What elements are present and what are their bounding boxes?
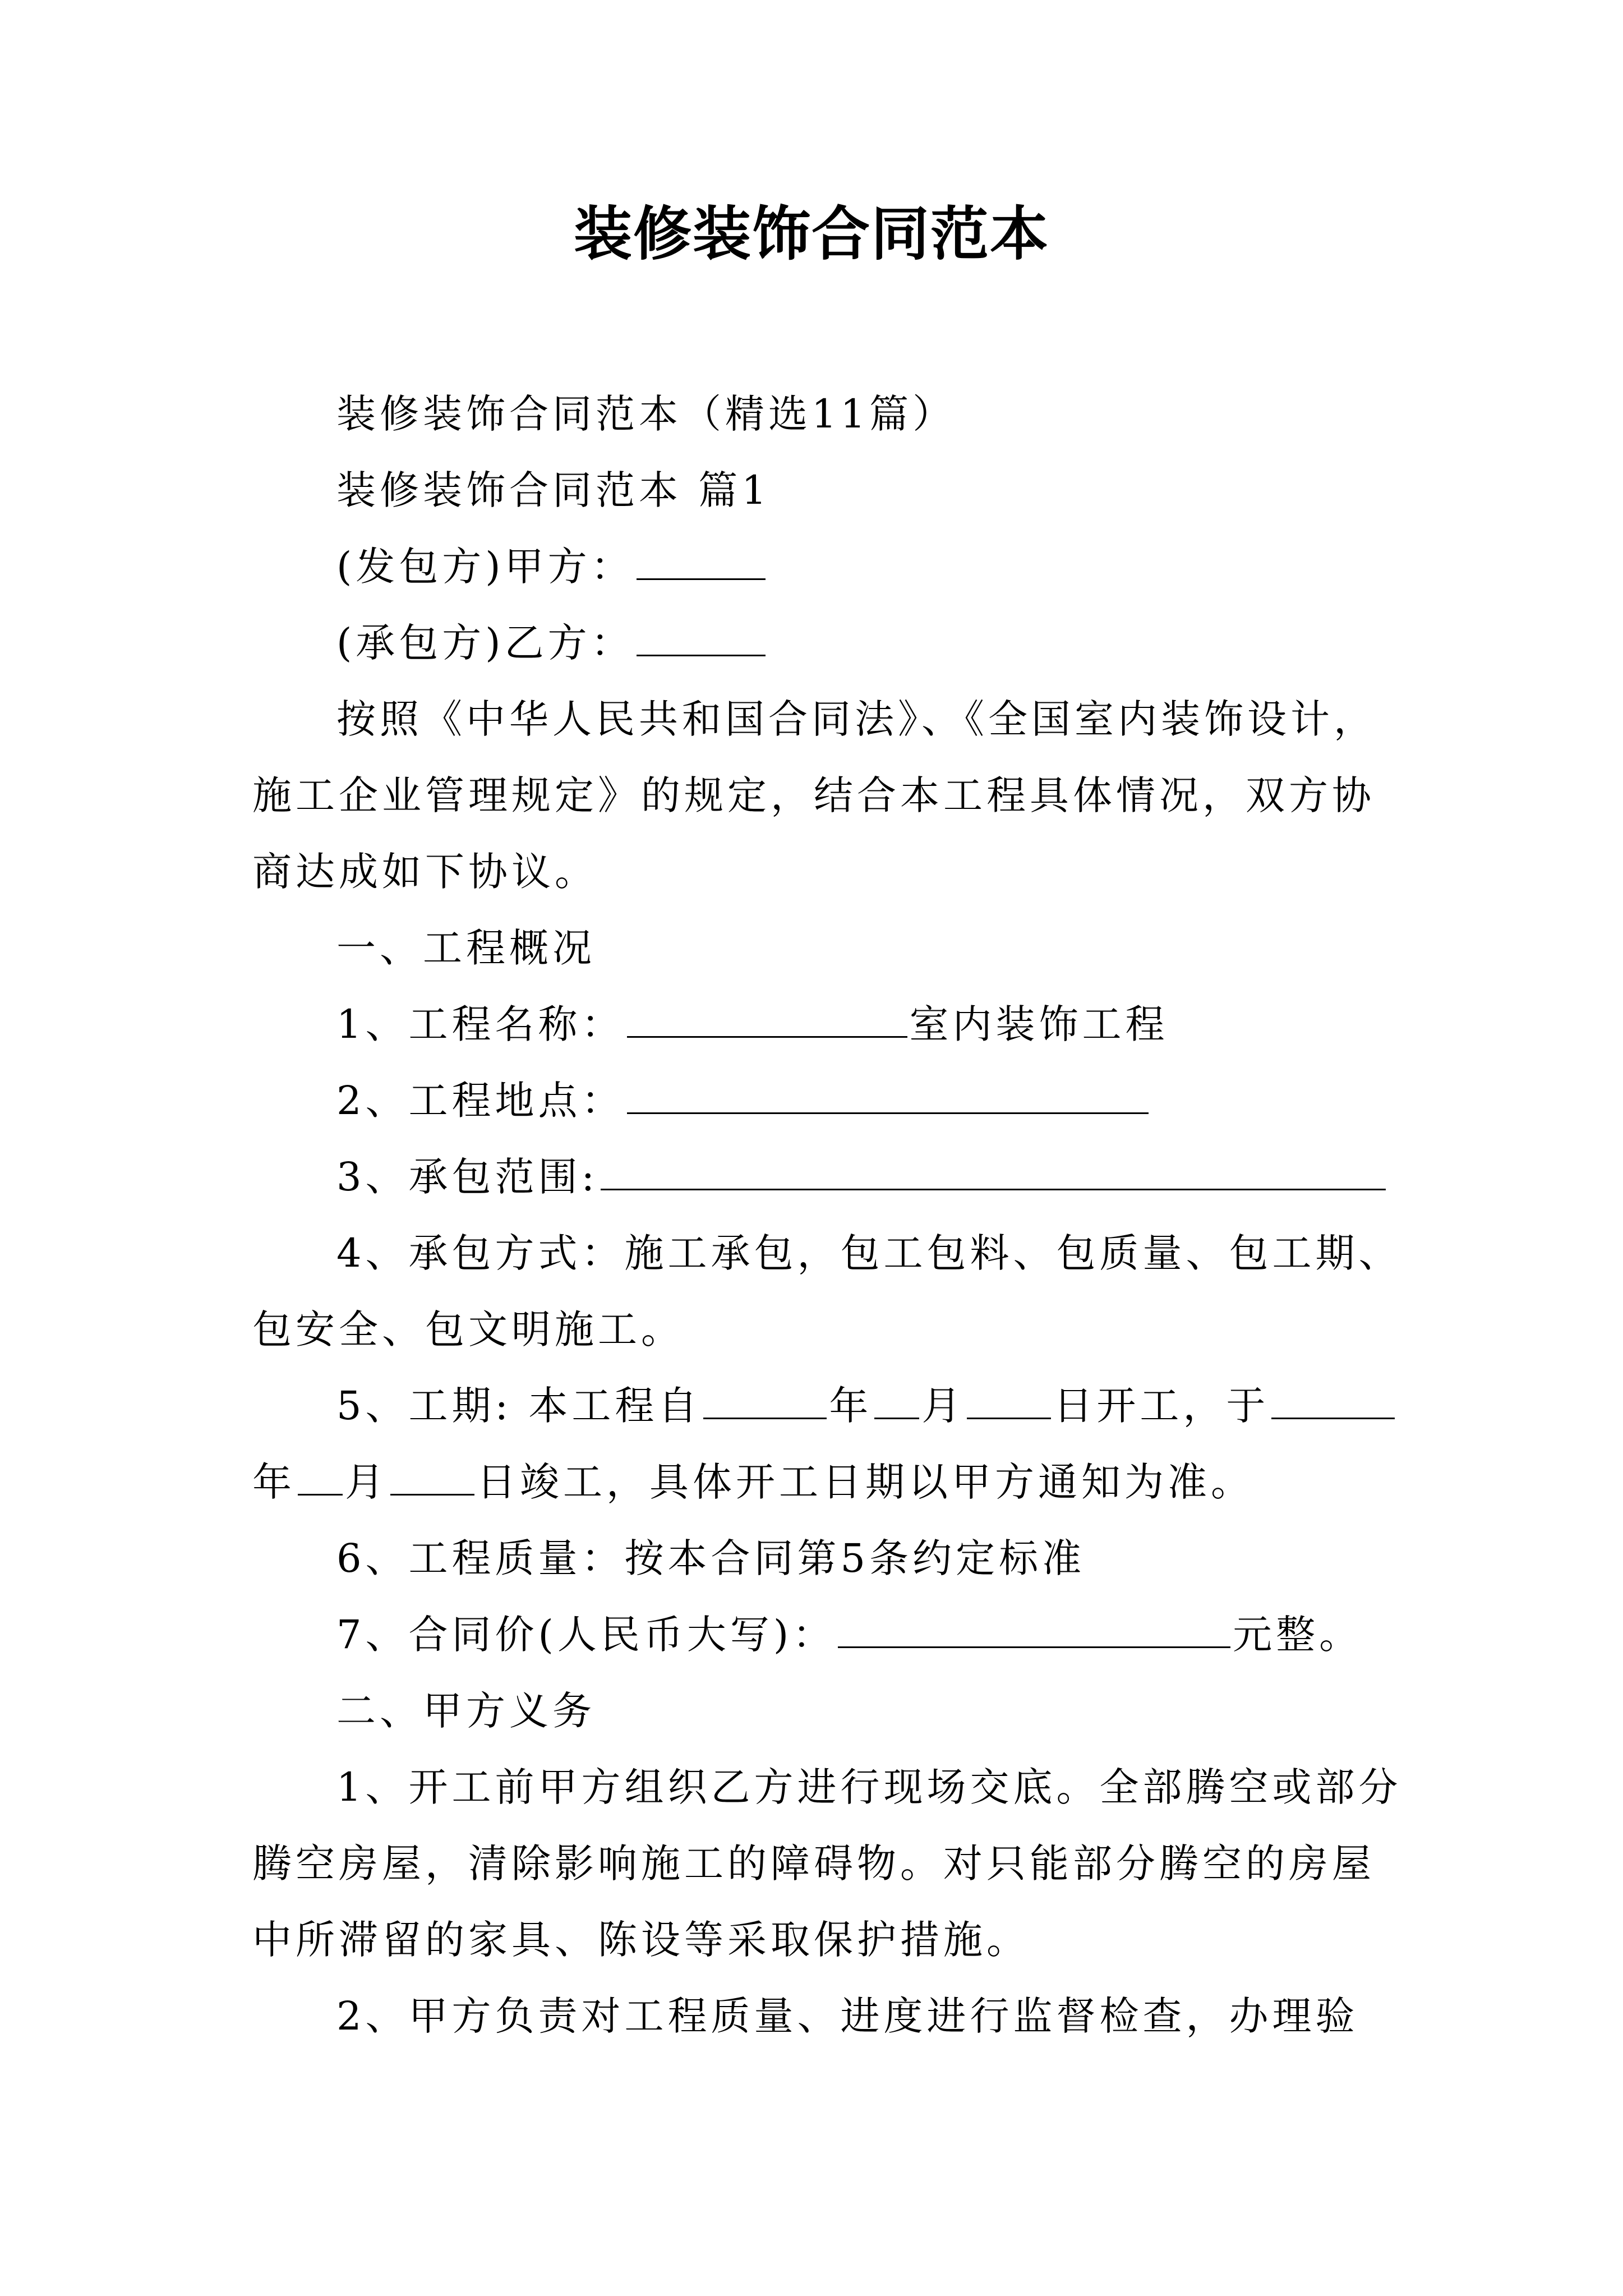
item3-label: 3、承包范围:: [336, 1154, 599, 1200]
end-year-unit: 年: [252, 1459, 296, 1505]
start-day-blank: [967, 1385, 1051, 1419]
item1-suffix: 室内装饰工程: [909, 1001, 1169, 1047]
item-duration: [252, 1368, 1402, 1520]
item-scope: [252, 1139, 1402, 1215]
scope-blank: [601, 1156, 1386, 1190]
item5-prefix: 5、工期: 本工程自: [336, 1383, 702, 1429]
item-project-name: [252, 986, 1402, 1062]
end-month-unit: 月: [345, 1459, 388, 1505]
start-month-unit: 月: [921, 1383, 965, 1429]
document-title: 装修装饰合同范本: [573, 200, 1049, 268]
item-quality: 6、工程质量：按本合同第5条约定标准: [336, 1535, 1086, 1581]
price-blank: [838, 1614, 1230, 1648]
item5-end: 日竣工，具体开工日期以甲方通知为准。: [477, 1459, 1254, 1505]
party-b-label: (承包方)乙方：: [336, 620, 634, 666]
section-heading: 装修装饰合同范本 篇1: [336, 467, 771, 513]
party-a-label: (发包方)甲方：: [336, 544, 634, 590]
item-contract-mode: 4、承包方式：施工承包，包工包料、包质量、包工期、包安全、包文明施工。: [252, 1230, 1402, 1352]
document-body: [252, 376, 1402, 2054]
party-b-line: [252, 605, 1402, 681]
project-name-blank: [627, 1004, 907, 1038]
project-site-blank: [627, 1080, 1149, 1114]
item5-start: 日开工，于: [1053, 1383, 1270, 1429]
item1-label: 1、工程名称：: [336, 1001, 625, 1047]
part1-heading: 一、工程概况: [336, 925, 596, 971]
start-year-unit: 年: [829, 1383, 873, 1429]
end-month-blank: [298, 1461, 343, 1496]
party-b-blank: [637, 622, 766, 656]
party-a-line: [252, 528, 1402, 605]
preamble: 按照《中华人民共和国合同法》、《全国室内装饰设计，施工企业管理规定》的规定，结合本工程具体情况，双方协商达成如下协议。: [252, 696, 1377, 895]
duty-1: 1、开工前甲方组织乙方进行现场交底。全部腾空或部分腾空房屋，清除影响施工的障碍物。对只能部分腾空的房屋中所滞留的家具、陈设等采取保护措施。: [252, 1764, 1402, 1963]
item-project-site: [252, 1062, 1402, 1139]
item7-suffix: 元整。: [1233, 1612, 1363, 1658]
item-price: [252, 1596, 1402, 1673]
end-year-blank: [1271, 1385, 1395, 1419]
start-year-blank: [703, 1385, 827, 1419]
part2-heading: 二、甲方义务: [336, 1688, 596, 1734]
end-day-blank: [390, 1461, 474, 1496]
item2-label: 2、工程地点：: [336, 1078, 625, 1124]
duty-2: 2、甲方负责对工程质量、进度进行监督检查，办理验: [336, 1993, 1359, 2039]
subtitle: 装修装饰合同范本（精选11篇）: [336, 391, 956, 437]
party-a-blank: [637, 546, 766, 580]
item7-label: 7、合同价(人民币大写)：: [336, 1612, 836, 1658]
start-month-blank: [874, 1385, 919, 1419]
